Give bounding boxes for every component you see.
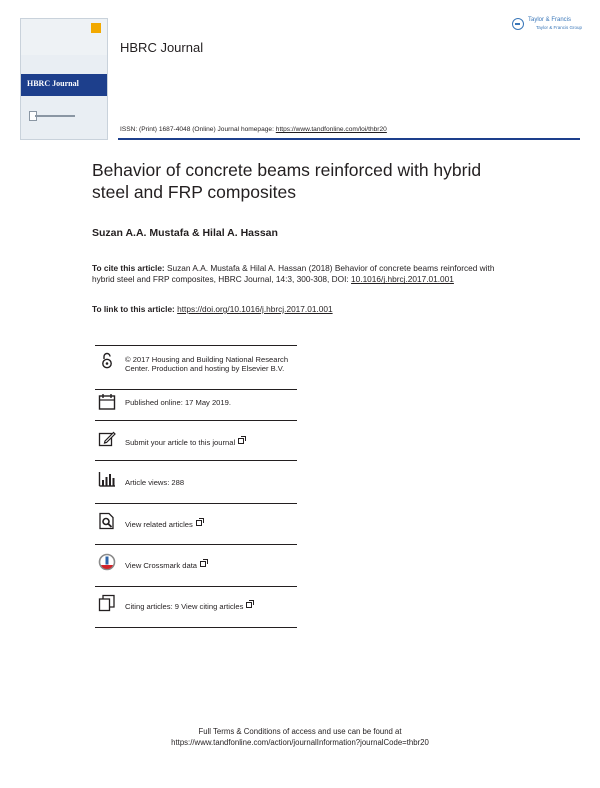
calendar-icon — [98, 393, 116, 411]
journal-title: HBRC Journal — [120, 40, 204, 55]
search-document-icon — [98, 512, 116, 530]
publisher-logo — [512, 17, 584, 33]
crossmark-row[interactable] — [95, 549, 297, 583]
terms-footer-link[interactable]: https://www.tandfonline.com/action/journalInformation?journalCode=thbr20 — [171, 738, 429, 747]
published-row — [95, 390, 297, 416]
publisher-circle-icon — [512, 18, 524, 30]
crossmark-link[interactable] — [125, 561, 206, 570]
citing-articles-row[interactable] — [95, 590, 297, 624]
submit-article-row[interactable] — [95, 426, 297, 460]
article-title-line-2: steel and FRP composites — [92, 182, 296, 202]
issn-text: ISSN: (Print) 1687-4048 (Online) Journal homepage: — [120, 126, 276, 133]
issn-line — [120, 126, 387, 133]
publisher-name: Taylor & Francis — [528, 17, 572, 23]
cover-title-band — [21, 74, 107, 96]
views-row — [95, 466, 297, 498]
related-articles-row[interactable] — [95, 508, 297, 542]
article-views-text: Article views: 288 — [125, 478, 185, 487]
external-link-icon — [200, 561, 206, 567]
article-authors: Suzan A.A. Mustafa & Hilal A. Hassan — [92, 227, 278, 239]
terms-footer — [0, 726, 600, 748]
edit-icon — [98, 430, 116, 448]
bar-chart-icon — [98, 470, 116, 488]
journal-cover-image — [20, 18, 108, 140]
submit-article-label: Submit your article to this journal — [125, 438, 236, 447]
article-link-block — [92, 304, 333, 314]
citing-articles-label: Citing articles: 9 View citing articles — [125, 602, 244, 611]
crossmark-icon — [98, 553, 116, 571]
external-link-icon — [238, 438, 244, 444]
journal-homepage-link[interactable]: https://www.tandfonline.com/loi/thbr20 — [275, 126, 387, 133]
publisher-subtitle: Taylor & Francis Group — [536, 25, 583, 30]
external-link-icon — [196, 520, 202, 526]
article-title — [92, 159, 552, 203]
info-divider — [95, 586, 297, 587]
related-articles-label: View related articles — [125, 520, 193, 529]
published-text: Published online: 17 May 2019. — [125, 398, 231, 407]
article-title-line-1: Behavior of concrete beams reinforced with hybrid — [92, 160, 482, 180]
citation-label: To cite this article: — [92, 263, 167, 273]
article-doi-link[interactable]: https://doi.org/10.1016/j.hbrcj.2017.01.001 — [177, 304, 333, 314]
related-articles-link[interactable] — [125, 520, 202, 529]
cover-publisher-logo — [91, 23, 101, 33]
info-divider — [95, 460, 297, 461]
citation-text: Suzan A.A. Mustafa & Hilal A. Hassan (2018) Behavior of concrete beams reinforced with hybrid steel and FRP composites, HBRC Journal, 14:3, 300-308, DOI: — [92, 263, 495, 285]
license-text: © 2017 Housing and Building National Research Center. Production and hosting by Elsevier B.V. — [125, 355, 289, 373]
info-divider — [95, 503, 297, 504]
external-link-icon — [246, 602, 252, 608]
cover-text-line — [35, 115, 75, 117]
info-divider — [95, 420, 297, 421]
info-divider — [95, 345, 297, 346]
terms-footer-line-1: Full Terms & Conditions of access and use can be found at — [198, 727, 402, 736]
info-divider — [95, 627, 297, 628]
crossmark-label: View Crossmark data — [125, 561, 198, 570]
link-label: To link to this article: — [92, 304, 178, 314]
citation-doi-link[interactable]: 10.1016/j.hbrcj.2017.01.001 — [351, 274, 454, 285]
submit-article-link[interactable] — [125, 438, 244, 447]
license-row — [95, 350, 297, 386]
citation-block — [92, 263, 512, 286]
open-access-icon — [98, 352, 116, 370]
citing-articles-link[interactable] — [125, 602, 252, 611]
header-divider — [118, 138, 580, 140]
info-divider — [95, 544, 297, 545]
citing-articles-icon — [98, 594, 116, 612]
cover-journal-name: HBRC Journal — [27, 79, 79, 88]
